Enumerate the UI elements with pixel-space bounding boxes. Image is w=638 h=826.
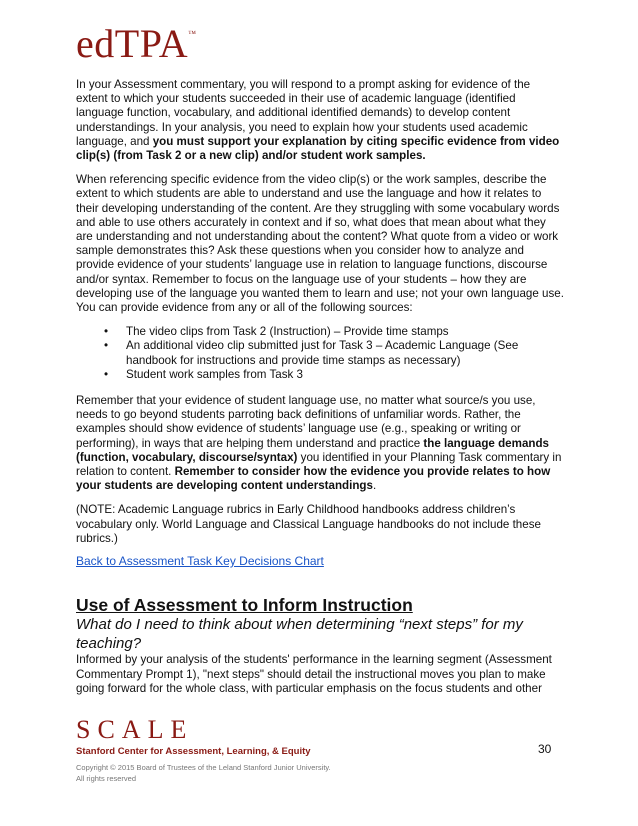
paragraph-text: In your Assessment commentary, you will respond to a prompt asking for evidence of the extent to which your students succeeded in their use of academic language (identified language function, vocabulary, and additional identified demands) to develop content understandings. In your analysis, you need to explain how your students used academic language, and [76, 78, 531, 148]
paragraph-sources-intro: You can provide evidence from any or all of the following sources: [76, 301, 413, 315]
paragraph-text: . [372, 479, 377, 493]
copyright-notice [76, 762, 331, 784]
paragraph-emphasis: Remember to consider how the evidence you provide relates to how your students are developing content understandings [76, 465, 551, 493]
paragraph-text: you identified in your Planning Task commentary in relation to content. [76, 450, 562, 479]
rights-line: All rights reserved [76, 774, 137, 783]
paragraph-assessment-commentary [76, 78, 564, 163]
paragraph-remember [76, 394, 564, 493]
paragraph-next-steps: Informed by your analysis of the students' performance in the learning segment (Assessment Commentary Prompt 1), "next steps" should detail the instructional moves you plan to make going forward for the whole class, with particular emphasis on the focus students and other [76, 653, 552, 695]
list-item: • Student work samples from Task 3 [76, 368, 564, 382]
paragraph-text: Remember that your evidence of student language use, no matter what source/s you use, needs to go beyond students parroting back definitions of unfamiliar words. Rather, the examples should show evidence of students’ language use (e.g., speaking or writing or performing), in ways that are helping them understand and practice [76, 394, 536, 450]
page-number: 30 [538, 742, 552, 756]
back-to-chart-link[interactable]: Back to Assessment Task Key Decisions Chart [76, 554, 324, 569]
section-question: What do I need to think about when determining “next steps” for my teaching? [76, 616, 523, 653]
edtpa-logo [76, 21, 197, 66]
list-item: • An additional video clip submitted just for Task 3 – Academic Language (See handbook for instructions and provide time stamps as necessary) [76, 339, 564, 367]
page-content [76, 78, 564, 696]
sources-list [76, 325, 564, 382]
paragraph-referencing-evidence: When referencing specific evidence from the video clip(s) or the work samples, describe the extent to which students are able to understand and use the language and how it relates to their developing understanding of the content. Are they struggling with some vocabulary words and able to use others accurately in context and if so, what does that mean about what they are understanding and not understanding about the content? What quote from a video or work sample demonstrates this? Ask these questions when you consider how to analyze and provide evidence of your students’ language use in relation to language functions, discourse and/or syntax. Remember to focus on the language use of your students – how they are developing use of the language you wanted them to learn and use; not your own language use. [76, 173, 564, 300]
trademark-mark: ™ [188, 29, 197, 38]
list-item: • The video clips from Task 2 (Instruction) – Provide time stamps [76, 325, 564, 339]
copyright-line: Copyright © 2015 Board of Trustees of the Leland Stanford Junior University. [76, 763, 331, 772]
scale-logo: SCALE [76, 715, 194, 744]
paragraph-emphasis: the language demands (function, vocabulary, discourse/syntax) [76, 436, 549, 464]
edtpa-logo-text: edTPA [76, 21, 189, 66]
section-title: Use of Assessment to Inform Instruction [76, 595, 413, 616]
scale-subtitle: Stanford Center for Assessment, Learning, & Equity [76, 746, 311, 757]
paragraph-note: (NOTE: Academic Language rubrics in Early Childhood handbooks address children’s vocabulary only. World Language and Classical Language handbooks do not include these rubrics.) [76, 503, 541, 545]
paragraph-emphasis: you must support your explanation by citing specific evidence from video clip(s) (from Task 2 or a new clip) and/or student work samples. [76, 134, 560, 163]
